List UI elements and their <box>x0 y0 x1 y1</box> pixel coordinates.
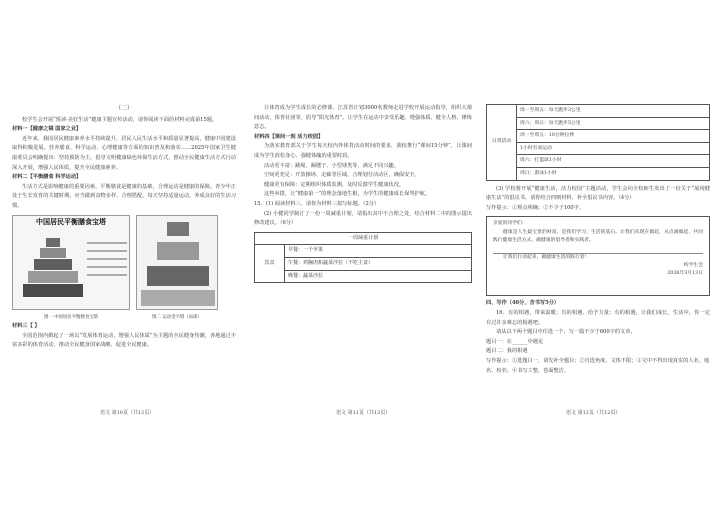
pyramid-legend-lines <box>87 242 127 282</box>
material-2-title: 材料二【平衡膳食 科学运动】 <box>12 174 82 181</box>
schedule-row: 周六：打篮球1小时 <box>517 155 710 168</box>
letter-body: 健康是人生最宝贵的财富，是我们学习、生活的基石。让我们从现在做起，从点滴做起，共同践行健康生活方式，做健康的倡导者和实践者。 <box>493 229 703 244</box>
figure-captions <box>12 313 236 323</box>
title-option-1: 题目一：在______中遇见 <box>486 338 544 345</box>
material-4-text: 为落实教育部关于学生每天校内外体育活动时间的要求，我校推行“课间15分钟”，让课间成为学生放松身心、强健体魄的重要时段。 <box>254 143 472 159</box>
material-4-p3: 空间更充足：开放操场、走廊等区域，合理划分活动区，确保安全。 <box>264 172 420 179</box>
caption-1: 图一 中国居民平衡膳食宝塔 <box>43 314 99 320</box>
material-4-p5: 这些举措，让“健康第一”的理念落地生根，为学生的健康成长保驾护航。 <box>264 191 431 198</box>
schedule-row: 1小时有氧运动 <box>517 142 710 155</box>
title-option-2: 题目二：我的相遇 <box>486 348 528 355</box>
question-16: 16．有的相遇，带来温暖；有的相遇，给予力量；有的相遇，让我们成长。生活中，你一定有过许多难忘的相遇吧。 <box>486 309 710 326</box>
material-1-title: 材料一【健康之镜 国家之业】 <box>12 126 82 133</box>
question-16-requirement: 写作提示：①选题目一，请先补全题目；②自选角度，文体不限；③文中不得出现真实的人名、地名、校名；④书写工整，卷面整洁。 <box>486 357 710 374</box>
page-10 <box>12 104 236 404</box>
plan-title: 一周减重计划 <box>255 232 472 245</box>
proposal-letter <box>486 216 710 296</box>
schedule-label: 日常活动 <box>487 105 517 181</box>
page-11-footer: 语文 第11页（共12页） <box>336 410 391 416</box>
schedule-row: 周日：游泳1小时 <box>517 167 710 180</box>
page-10-footer: 语文 第10页（共12页） <box>100 410 155 416</box>
material-2-text: 生活方式是影响健康的重要因素。平衡膳食是健康的基础，合理运动是健康的保障。青少年正处于生长发育的关键时期，应当做到食物多样、合理搭配，每天坚持适量运动，养成良好的生活习惯。 <box>12 183 236 209</box>
figure-row <box>12 215 236 310</box>
intro-text: 校学生会开展“悦读·美好生活”健康主题宣传活动，请你阅读下面的材料完成第15题。 <box>22 116 218 123</box>
food-pyramid-poster <box>12 215 130 310</box>
plan-label: 饮食 <box>255 245 285 283</box>
plan-row: 晚餐：蔬菜沙拉 <box>285 270 472 283</box>
exercise-poster <box>136 215 218 310</box>
plan-row: 早餐：一个苹果 <box>285 245 472 258</box>
material-4-title: 材料四【课间一刻 活力校园】 <box>254 133 324 140</box>
question-15-3-requirement: 写作提示：①观点明确；②不少于100字。 <box>486 204 585 211</box>
poster-title: 中国居民平衡膳食宝塔 <box>36 217 106 226</box>
answer-line[interactable] <box>493 246 703 254</box>
schedule-row: 周一至周五：10分钟拉伸 <box>517 130 710 143</box>
top-text: 让体育成为学生成长的必修课。江苏省计划3000名教师走进学校开展运动指导，组织大课间活动、体育社团等，倡导“阳光体育”，让学生在运动中享受乐趣、增强体质、健全人格、锤炼意志。 <box>254 105 472 131</box>
letter-signature: 校学生会 <box>683 262 703 268</box>
question-15-2: (2) 小健同学制订了一份一周减重计划，请指出其中不合理之处，结合材料二中的图示提出修改建议。（6分） <box>254 210 472 227</box>
letter-date: 2026年3月13日 <box>667 271 703 277</box>
material-1-text: 近年来，我国居民健康素养水平持续提升，居民人民生活水平和质量显著提高，健康中国建设取得积极进展。营养膳食、科学运动、心理健康等方面的知识普及和落实……2025年国家卫生健康委员会明确提出：坚持预防为主，倡导文明健康绿色环保生活方式，推动全民健康生活方式行动深入开展，增强人民体质，提升全民健康素养。 <box>12 135 236 171</box>
material-3-title: 材料三【 】 <box>12 323 40 330</box>
question-15-3: (3) 学校将开展“健康生活，活力校园”主题活动，学生会向全校师生发出了一份关于“展现健康生活”的倡议书，请你结合四则材料，补全倡议书内容。（4分） <box>486 185 710 202</box>
caption-2: 图二 运动金字塔（局部） <box>152 314 202 320</box>
section-heading: （二） <box>114 105 133 112</box>
page-11 <box>254 104 472 404</box>
pyramid-graphic <box>23 238 83 300</box>
plan-row: 午餐：鸡胸肉和蔬菜沙拉（不吃主食） <box>285 257 472 270</box>
letter-closing: 让我们行动起来，做健康生活的践行者！ <box>503 254 590 260</box>
letter-greeting: 亲爱的同学们： <box>493 221 527 227</box>
question-16-instruction: 请从以下两个题目中任选一个，写一篇不少于600字的文章。 <box>496 329 636 336</box>
question-15-1: 15．(1) 阅读材料三，请你为材料三拟写标题。（2分） <box>254 200 380 207</box>
material-3-text: 全国范围内掀起了一场以“发展体育运动，增强人民体质”为主题的全民健身热潮，各地通过丰富多彩的体育活动，推动全民健身国家战略，促进全民健康。 <box>12 332 236 349</box>
schedule-row: 周一至周五：每天跑步3公里 <box>517 105 710 118</box>
page-12 <box>486 104 710 404</box>
weight-loss-plan-table <box>254 232 472 283</box>
material-4-p2: 活动更丰富：跳绳、踢毽子、小型球类等，满足不同兴趣。 <box>264 162 399 169</box>
schedule-row: 周六、周日：每天跑步5公里 <box>517 117 710 130</box>
section-4-heading: 四、写作（40分，含书写5分） <box>486 300 560 307</box>
activity-schedule-table <box>486 104 710 181</box>
material-4-p4: 健康更有保障：定期组织体质监测，及时反馈学生健康状况。 <box>264 181 405 188</box>
page-12-footer: 语文 第12页（共12页） <box>566 410 621 416</box>
